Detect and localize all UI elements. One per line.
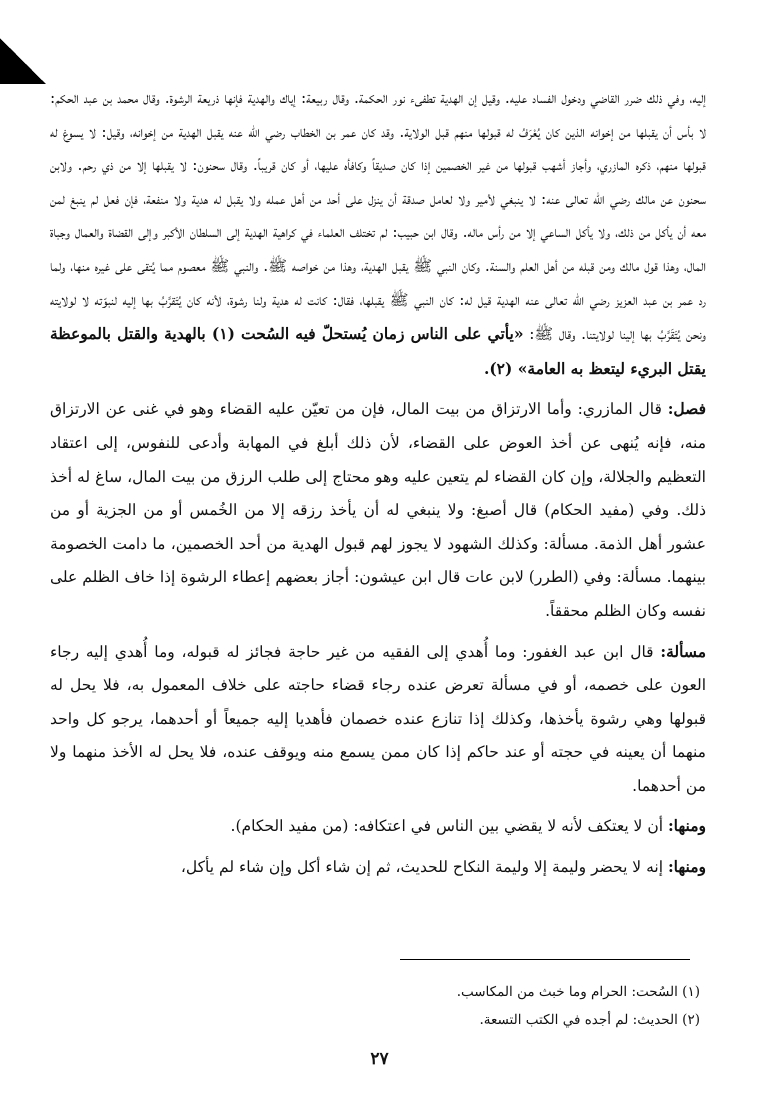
- footnote-text: السُحت: الحرام وما خبث من المكاسب.: [456, 984, 678, 1000]
- hadith-quote: «يأتي على الناس زمان يُستحلّ فيه السُحت (١) بالهدية والقتل بالموعظة يقتل البريء ليتعظ به العامة» (٢).: [50, 324, 706, 378]
- paragraph-salary: [50, 392, 706, 628]
- footnote-number: (٢): [682, 1012, 700, 1028]
- corner-marker: [0, 38, 46, 84]
- section-lead: مسألة:: [660, 641, 706, 661]
- page-number: ٢٧: [370, 1049, 389, 1069]
- paragraph-walima: [50, 850, 706, 885]
- footnote-2: [50, 1006, 700, 1034]
- page-body: [50, 82, 706, 885]
- paragraph-text: قال ابن عبد الغفور: وما أُهدي إلى الفقيه من غير حاجة فجائز له قبوله، وما أُهدي إليه رجاء العون على خصمه، أو في مسألة تعرض عنده رجاء قضاء حاجته على خلاف المعمول به، فلا يحل له قبولها وهي رشوة يأخذها، وكذلك إذا تنازع عنده خصمان فأهديا إليه جميعاً أو أحدهما، يرجو كل واحد منهما أن يعينه في حجته أو عند حاكم إذا كان ممن يسمع منه ويوقف عنده، فلا يحل له الأخذ منهما ولا من أحدهما.: [50, 642, 706, 795]
- footnote-number: (١): [682, 984, 700, 1000]
- paragraph-text: قال المازري: وأما الارتزاق من بيت المال، فإن من تعيّن عليه القضاء وهو في غنى عن الارتزاق منه، فإنه يُنهى عن أخذ العوض على القضاء، لأن ذلك أبلغ في المهابة وأدعى للنفوس، إلى اعتقاد التعظيم والجلالة، وإن كان القضاء لم يتعين عليه وهو محتاج إلى طلب الرزق من بيت المال، ساغ له أخذ ذلك. وفي (مفيد الحكام) قال أصبغ: ولا ينبغي له أن يأخذ رزقه إلا من الخُمس أو من الجزية أو من عشور أهل الذمة. مسألة: وكذلك الشهود لا يجوز لهم قبول الهدية من أحد الخصمين، ما دامت الخصومة بينهما. مسألة: وفي (الطرر) لابن عات قال ابن عيشون: أجاز بعضهم إعطاء الرشوة إذا خاف الظلم على نفسه وكان الظلم محققاً.: [50, 400, 706, 620]
- footnote-1: [50, 978, 700, 1006]
- footnotes: [50, 978, 700, 1034]
- footnote-text: الحديث: لم أجده في الكتب التسعة.: [479, 1012, 678, 1028]
- paragraph-gifts: [50, 82, 706, 386]
- section-lead: ومنها:: [667, 857, 706, 877]
- section-lead: فصل:: [667, 399, 706, 419]
- section-lead: ومنها:: [667, 816, 706, 836]
- footnote-divider: [400, 959, 690, 960]
- paragraph-issue: [50, 635, 706, 804]
- hadith-intro: وقال ﷺ:: [523, 325, 576, 344]
- paragraph-text: إنه لا يحضر وليمة إلا وليمة النكاح للحديث، ثم إن شاء أكل وإن شاء لم يأكل،: [180, 858, 668, 877]
- paragraph-itikaf: [50, 809, 706, 844]
- paragraph-text: أن لا يعتكف لأنه لا يقضي بين الناس في اعتكافه: (من مفيد الحكام).: [230, 817, 668, 836]
- paragraph-text: إليه، وفي ذلك ضرر القاضي ودخول الفساد عليه. وقيل إن الهدية تطفىء نور الحكمة. وقال ربيعة: إياك والهدية فإنها ذريعة الرشوة. وقال محمد بن عبد الحكم: لا بأس أن يقبلها من إخوانه الذين كان يُعْرَفُ له قبولها منهم قبل الولاية. وقد كان عمر بن الخطاب رضي الله عنه يقبل الهدية من إخوانه، وقيل: لا يسوغ له قبولها منهم، ذكره المازري، وأجاز أشهب قبولها من غير الخصمين إذا كان صديقاً وكافأه عليها، أو كان قريباً. وقال سحنون: لا يقبلها إلا من ذي رحم. ولابن سحنون عن مالك رضي الله تعالى عنه: لا ينبغي لأمير ولا لعامل صدقة أن ينزل على أحد من أهل عمله ولا يقبل له هدية ولا منفعة، فإن فعل لم ينبغ لمن معه أن يأكل من ذلك، ولا يأكل الساعي إلا من رأس ماله. وقال ابن حبيب: لم تختلف العلماء في كراهية الهدية إلى السلطان الأكبر وإلى القضاة والعمال وجباة المال، وهذا قول مالك ومن قبله من أهل العلم والسنة. وكان النبي ﷺ يقبل الهدية، وهذا من خواصه ﷺ. والنبي ﷺ معصوم مما يُتقى على غيره منها، ولما رد عمر بن عبد العزيز رضي الله تعالى عنه الهدية قيل له: كان النبي ﷺ يقبلها، فقال: كانت له هدية ولنا رشوة، لأنه كان يُتَقرَّبُ بها إليه لنبوّته لا لولايته ونحن يُتَقَرَّبُ بها إلينا لولايتنا.: [50, 89, 706, 344]
